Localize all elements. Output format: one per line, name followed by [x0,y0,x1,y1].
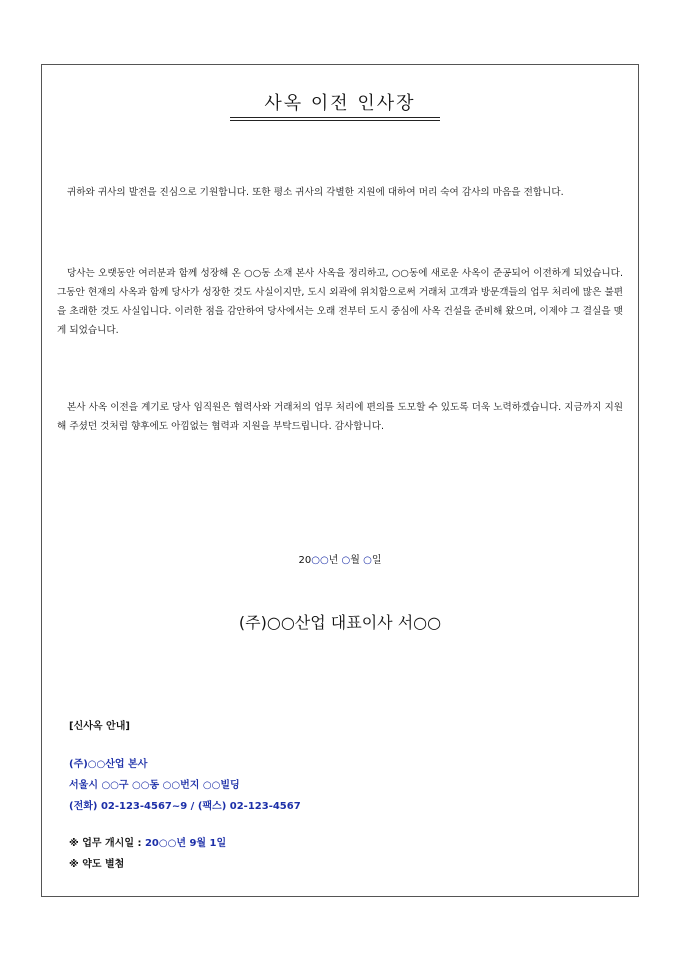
date-month-suffix: 월 [350,555,364,566]
info-contact: (전화) 02-123-4567~9 / (팩스) 02-123-4567 [69,801,301,812]
issue-date [0,551,680,566]
info-heading: [신사옥 안내] [69,721,130,732]
sender-signature: (주)○○산업 대표이사 서○○ [238,613,442,632]
title-underline-double [230,120,440,121]
info-address: 서울시 ○○구 ○○동 ○○번지 ○○빌딩 [69,780,240,791]
date-year-suffix: 년 [328,555,342,566]
business-start-note [69,834,226,849]
paragraph-closing: 본사 사옥 이전을 계기로 당사 임직원은 협력사와 거래처의 업무 처리에 편의를 도모할 수 있도록 더욱 노력하겠습니다. 지금까지 지원해 주셨던 것처럼 향후에도 아낌없는 협력과 지원을 부탁드립니다. 감사합니다. [57,402,623,432]
paragraph-greeting: 귀하와 귀사의 발전을 진심으로 기원합니다. 또한 평소 귀사의 각별한 지원에 대하여 머리 숙여 감사의 마음을 전합니다. [67,187,564,198]
business-start-label: ※ 업무 개시일 : [69,838,145,849]
map-note: ※ 약도 별첨 [69,859,125,870]
date-prefix: 20 [298,555,312,566]
date-day-suffix: 일 [371,555,382,566]
date-day-mark: ○ [363,555,372,566]
paragraph-relocation: 당사는 오랫동안 여러분과 함께 성장해 온 ○○동 소재 본사 사옥을 정리하고, ○○동에 새로운 사옥이 준공되어 이전하게 되었습니다. 그동안 현재의 사옥과 함께 당사가 성장한 것도 사실이지만, 도시 외곽에 위치함으로써 거래처 고객과 방문객들의 업무 처리에 많은 불편을 초래한 것도 사실입니다. 이러한 점을 감안하여 당사에서는 오래 전부터 도시 중심에 사옥 건설을 준비해 왔으며, 이제야 그 결실을 맺게 되었습니다. [57,268,623,336]
date-month-mark: ○ [341,555,351,566]
title-underline [230,117,440,118]
document-title: 사옥 이전 인사장 [264,93,416,114]
date-year-mark: ○○ [311,555,329,566]
info-company: (주)○○산업 본사 [69,759,148,770]
business-start-date: 20○○년 9월 1일 [144,838,227,849]
